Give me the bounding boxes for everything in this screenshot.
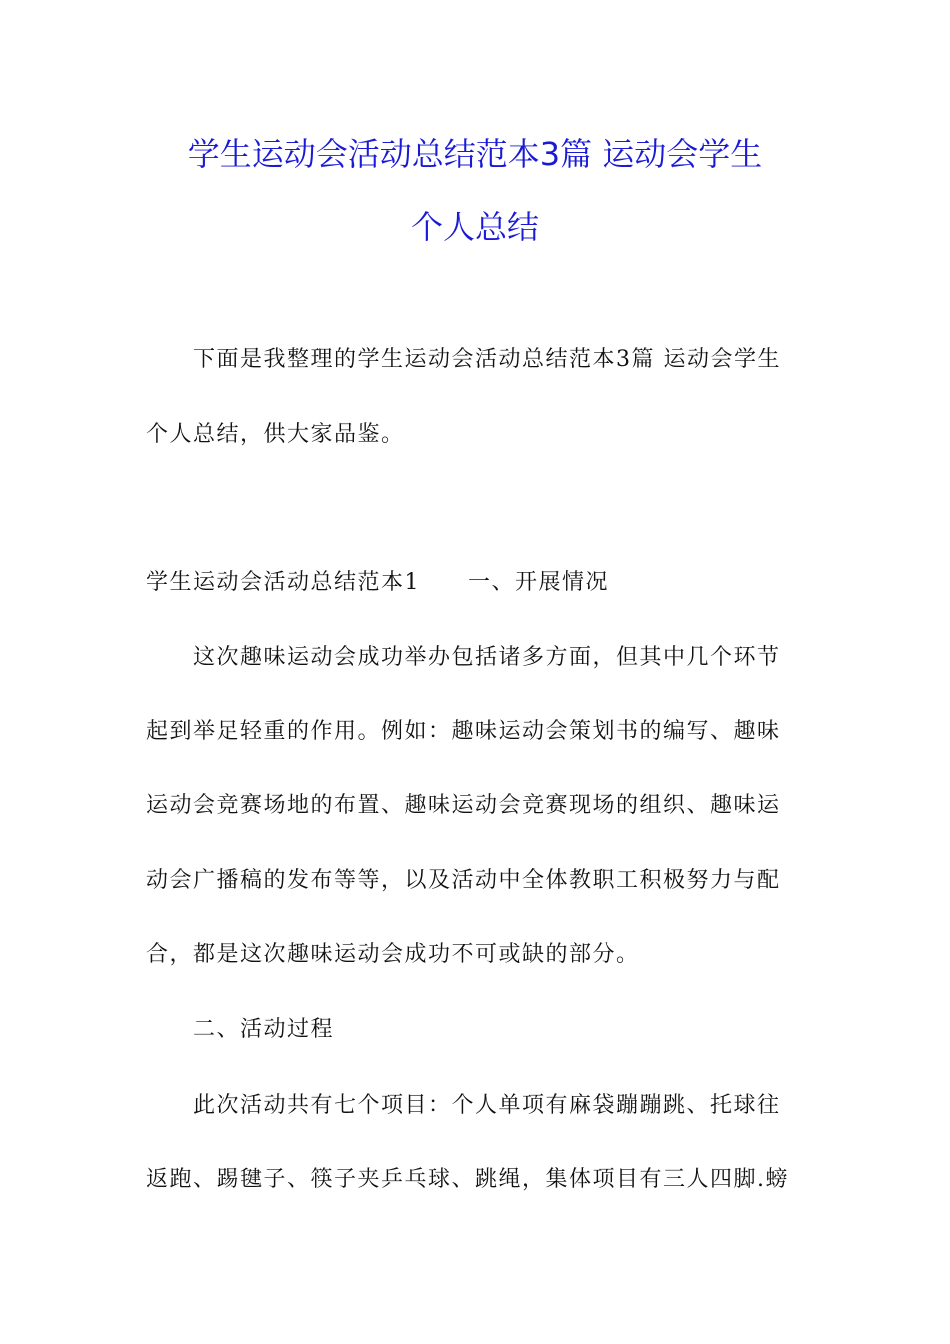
- paragraph1-line-4: 动会广播稿的发布等等，以及活动中全体教职工积极努力与配: [146, 868, 781, 893]
- section-heading: 学生运动会活动总结范本1: [146, 570, 420, 595]
- paragraph1-line-2: 起到举足轻重的作用。例如：趣味运动会策划书的编写、趣味: [146, 719, 781, 744]
- paragraph1-line-5: 合，都是这次趣味运动会成功不可或缺的部分。: [146, 942, 640, 967]
- intro-line-1: 下面是我整理的学生运动会活动总结范本3篇 运动会学生: [193, 347, 781, 372]
- paragraph1-line-3: 运动会竞赛场地的布置、趣味运动会竞赛现场的组织、趣味运: [146, 793, 781, 818]
- paragraph1-line-1: 这次趣味运动会成功举办包括诸多方面，但其中几个环节: [193, 645, 781, 670]
- section-heading-line: [146, 568, 811, 598]
- document-title-line-2: 个人总结: [410, 208, 539, 246]
- section-subheading: 一、开展情况: [468, 570, 610, 595]
- intro-line-2: 个人总结，供大家品鉴。: [146, 422, 405, 447]
- paragraph2-line-1: 此次活动共有七个项目：个人单项有麻袋蹦蹦跳、托球往: [193, 1093, 781, 1118]
- paragraph2-line-2: 返跑、踢毽子、筷子夹乒乓球、跳绳，集体项目有三人四脚.螃: [146, 1167, 789, 1192]
- section-heading-2: 二、活动过程: [193, 1017, 335, 1042]
- document-title-line-1: 学生运动会活动总结范本3篇 运动会学生: [187, 135, 763, 173]
